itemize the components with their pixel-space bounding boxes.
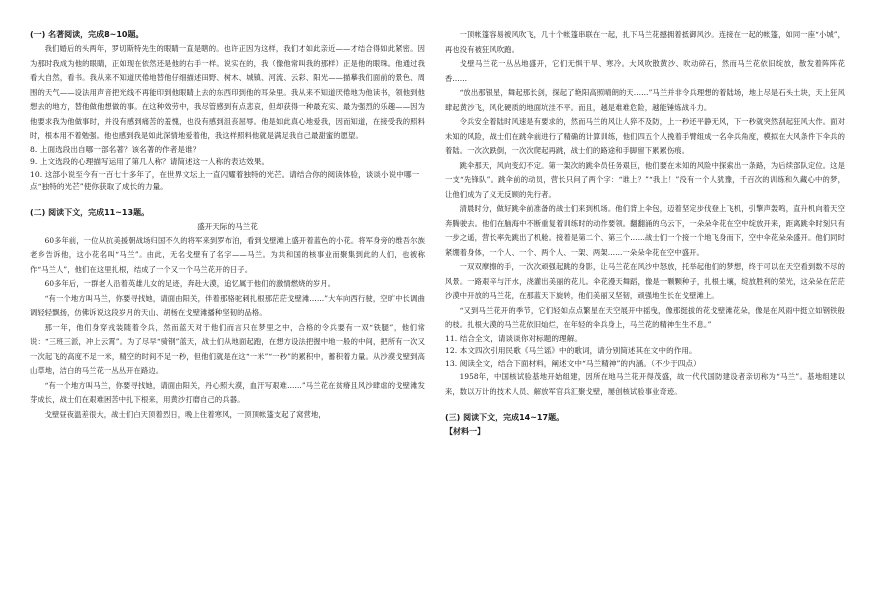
question-11: 11. 结合全文，请谈谈你对标题的理解。 — [445, 333, 582, 343]
question-10: 10. 这部小说至今有一百七十多年了，在世界文坛上一直闪耀着独特的光芒。请结合你的阅读体验，谈谈小说中哪一点“独特的光芒”使你获取了成长的力量。 — [30, 169, 420, 191]
passage-2-paragraph: 那一年，他们身穿戎装随着令兵，然而蓝天对于他们而言只在梦里之中，合格的令兵要有一双“铁腿”，他们常说：“三班三派，冲上云霄”。为了尽早“骑钢”蓝天，战士们从地面起跑，在想方设法把握中地一般的中间，把所有一次又一次起飞的高度不足一米，精空的时间不足一秒，但他们就是在这“一米”“一秒”的累积中，蓄积着力量。从沙漠戈壁到高山草地，洁白的马兰花一丛丛开在路边。 — [30, 322, 425, 375]
passage-2-paragraph: “又到马兰花开的季节，它们轻如点点繁星在天空展开中摇曳，像那挺拔的花戈壁滩花朵，像是在风雨中挺立如钢铁般的枝。扎根大漠的马兰花依旧灿烂，在年轻的伞兵身上，马兰花的精神生生不息。” — [445, 305, 845, 329]
passage-2-paragraph: “有一个地方叫马兰，你要寻找她，请面由阳关，伴着那骆驼刺扎根那茫茫戈壁滩……”大车向西行驶，空旷中长调曲调轻轻飘扬，仿佛诉说这段岁月的天山、胡杨在戈壁滩播种坚韧的品格。 — [30, 293, 425, 317]
right-column — [445, 28, 845, 439]
question-9: 9. 上文选段的心理描写运用了第几人称？请简述这一人称的表达效果。 — [30, 157, 270, 166]
material-paragraph: 1958年，中国核试验基地开始组建，因所在地马兰花开得茂盛，故一代代国防建设者亲切称为“马兰”。基地组建以来，数以万计的技术人员、解放军官兵汇聚戈壁，屡创核试验事业奇迹。 — [445, 372, 845, 396]
passage-2-paragraph: 戈壁马兰花一丛丛地盛开，它们无惧干旱、寒冷。大风吹散黄沙、吹动碎石，然而马兰花依旧绽放，散发着阵阵花香…… — [445, 59, 845, 83]
passage-2-paragraph: “放出那银星，舞起那长剑，探起了艳阳高照晴朗的天……”马兰并非令兵理想的着陆场，地上尽是石头土块，天上狂风肆起黄沙飞，风化硬质的地面坑洼不平。而且，越是难难危险，越能锤炼战斗力。 — [445, 88, 845, 112]
section-2-heading: (二) 阅读下文，完成11~13题。 — [30, 207, 150, 217]
passage-2-paragraph: 戈壁昼夜温差很大，战士们白天顶着烈日，晚上住着寒风，一顶顶帐篷支起了窝营地， — [44, 409, 326, 419]
question-13: 13. 阅读全文，结合下面材料，阐述文中“马兰精神”的内涵。（不少于四点） — [445, 358, 701, 368]
passage-2-paragraph: 清晨时分，做好跳伞前准备的战士们来到机场。他们背上伞包，迈着坚定步伐登上飞机，引擎声轰鸣，直升机向着天空奔腾驶去。他们在脑海中不断重复着训练时的动作要领。翻翻涌的乌云下，一朵朵伞花在空中绽放开来，距离跳伞时刻只有一步之遥，营长率先跳出了机舱。接着是第二个、第三个……战士们一个接一个地飞身而下，空中伞花朵朵盛开。他们同时紧绷着身体，一个人、一个、两个人、一架、两架……一朵朵伞花在空中盛开。 — [445, 204, 845, 257]
passage-2-paragraph: 令兵安全着陆时风速是有要求的，然而马兰的风让人猝不及防，上一秒还平静无风，下一秒就突然刮起狂风大作。面对未知的风险，战士们在跳伞前进行了精确的计算训练，他们四五个人挽着手臂组成一名伞兵角度，模拟在大风条件下伞兵的着陆。一次次跌倒，一次次爬起再跳，战士们的路途和手脚留下累累伤痕。 — [445, 117, 845, 155]
question-8: 8. 上面选段出自哪一部名著？该名著的作者是谁？ — [30, 144, 201, 154]
section-3-heading: (三) 阅读下文，完成14~17题。 — [445, 413, 565, 422]
passage-2-paragraph: 60多年后，一群老人沿着英雄儿女的足迹，奔赴大漠，追忆属于他们的激情燃烧的岁月。 — [44, 279, 336, 288]
passage-2-paragraph: 一顶帐篷容易被风吹飞，几十个帐篷串联在一起，扎下马兰花撼拥着抵御风沙。连接在一起的帐篷，如同一座“小城”，再也没有被狂风吹跑。 — [445, 30, 845, 54]
passage-2-paragraph: 一双双摩擦的手，一次次顽强起跳的身影，让马兰花在风沙中怒放，托举起他们的梦想，终于可以在天空看到数不尽的风景。一路艰辛与汗水，浇灌出美丽的花儿。伞花漫天舞蹈，像是一颗颗种子，扎根土壤，绽放胜利的荣光，这朵朵在茫茫沙漠中开放的马兰花，在那蓝天下旋转，他们美丽又坚韧，顽强地生长在戈壁滩上。 — [445, 262, 845, 300]
material-1-label: 【材料一】 — [445, 427, 485, 436]
section-1-heading: (一) 名著阅读，完成8~10题。 — [30, 30, 144, 39]
question-12: 12. 本文四次引用民歌《马兰谣》中的歌词，请分别简述其在文中的作用。 — [445, 346, 697, 355]
passage-1-paragraph: 我们婚后的头两年，罗切斯特先生的眼睛一直是瞎的。也许正因为这样，我们才如此亲近——才结合得如此紧密。因为那时我成为他的眼睛，正如现在依然还是他的右手一样。说实在的，我（像他常叫我的那样）正是他的眼珠。他通过我看大自然，看书。我从来不知道厌倦地替他仔细描述田野、树木、城镇、河流、云彩、阳光——描摹我们面前的景色、周围的天气——设法用声音把光线不再能印到他眼睛上去的东西印到他的耳朵里。我从来不知道厌倦地为他读书，领他到他想去的地方，替他做他想做的事。在这种效劳中，我尽管感到有点悲哀，但却获得一种最充实、最为强烈的乐趣——因为他要求我为他做事时，并没有感到痛苦的羞愧，也没有感到沮丧屈辱。他是如此真心地爱我，因而知道，在接受我的照料时，根本用不着勉强。他也感到我是如此深情地爱着他，我这样照料他就是满足我自己最甜蜜的愿望。 — [30, 44, 425, 140]
left-column — [30, 28, 425, 422]
passage-2-paragraph: “有一个地方叫马兰，你要寻找她，请面由阳关，丹心照大漠，血汗写艰难……”马兰花在贫瘠且风沙肆虐的戈壁滩发芽成长，战士们在艰难困苦中扎下根来，用黄沙打磨自己的兵器。 — [30, 380, 425, 404]
article-title: 盛开天际的马兰花 — [197, 221, 258, 231]
passage-2-paragraph: 跳伞那天，风向变幻不定。第一架次的跳伞员任务艰巨，他们要在未知的风险中探索出一条路，为后续部队定位。这是一支“先锋队”。跳伞前的动员，营长只问了两个字：“谁上？”“我上！”没有一个人犹豫，千百次的训练和久藏心中的梦，让他们成为了义无反顾的先行者。 — [445, 160, 845, 199]
passage-2-paragraph: 60多年前，一位从抗美援朝战场归国不久的将军来到罗布泊，看到戈壁滩上盛开着蓝色的小花。将军身旁的维吾尔族老乡告诉他，这小花名叫“马兰”。由此，无名戈壁有了名字——马兰。为共和国的核事业而聚集到此的人们，也被称作“马兰人”，他们在这里扎根，结成了一个又一个马兰花开的日子。 — [30, 235, 425, 274]
